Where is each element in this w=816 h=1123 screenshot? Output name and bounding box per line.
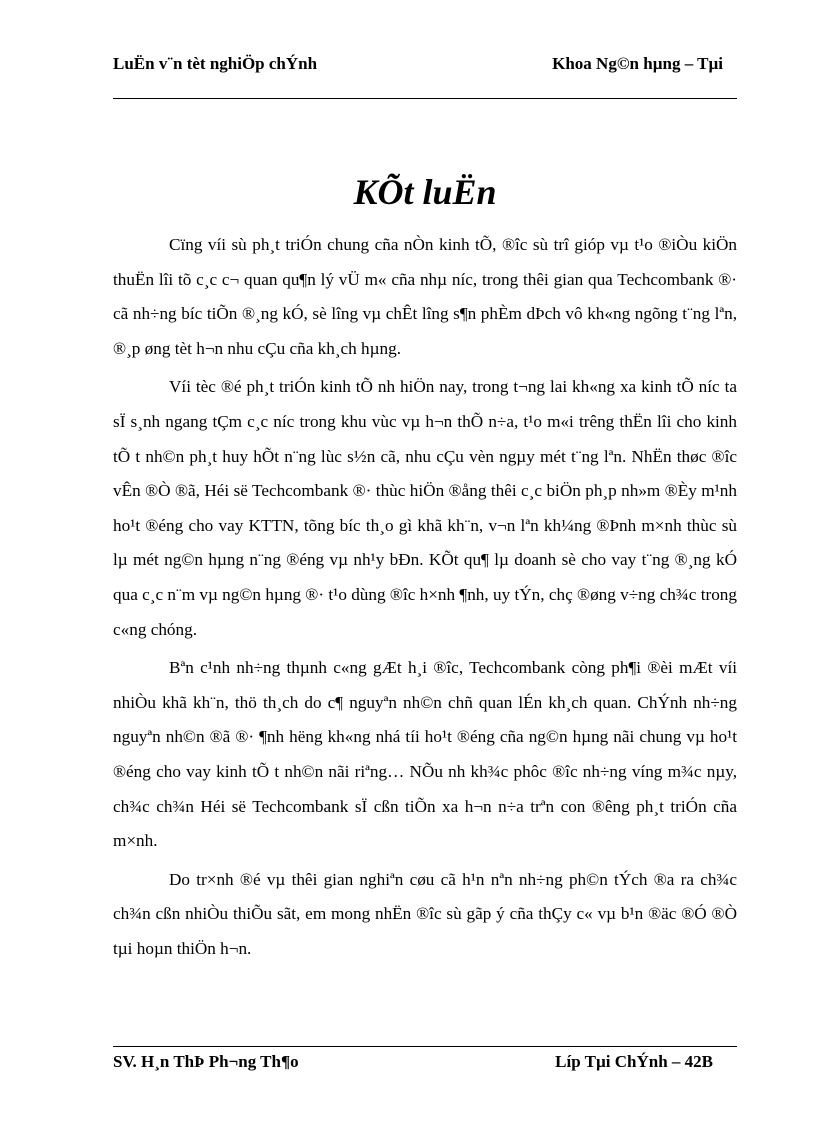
paragraph: Do tr×nh ®é vµ thêi gian nghiªn cøu cã h¹n nªn nh÷ng ph©n tÝch ®a ra ch¾c ch¾n cßn nhiÒu thiÕu sãt, em mong nhËn ®îc sù gãp ý cña thÇy c« vµ b¹n ®äc ®Ó ®Ò tµi hoµn thiÖn h¬n. (113, 869, 737, 958)
header-divider (113, 98, 737, 99)
paragraph: Bªn c¹nh nh÷ng thµnh c«ng gÆt h¸i ®îc, Techcombank còng ph¶i ®èi mÆt víi nhiÒu khã kh¨n, thö th¸ch do c¶ nguyªn nh©n chñ quan lÉn kh¸ch quan. ChÝnh nh÷ng nguyªn nh©n ®ã ®· ¶nh hëng kh«ng nhá tíi ho¹t ®éng cña ng©n hµng nãi chung vµ ho¹t ®éng cho vay kinh tÕ t nh©n nãi riªng… NÕu nh kh¾c phôc ®îc nh÷ng víng m¾c nµy, ch¾c ch¾n Héi së Techcombank sÏ cßn tiÕn xa h¬n n÷a trªn con ®êng ph¸t triÓn cña m×nh. (113, 658, 737, 851)
header-right-text: Khoa Ng©n hµng – Tµi (552, 54, 723, 73)
footer-author: SV. H¸n ThÞ Ph¬ng Th¶o (113, 1052, 299, 1071)
footer-divider (113, 1046, 737, 1047)
body-text (113, 228, 737, 970)
footer-class: Líp Tµi ChÝnh – 42B (555, 1052, 713, 1071)
page-title: KÕt luËn (353, 172, 497, 212)
header-left-text: LuËn v¨n tèt nghiÖp chÝnh (113, 54, 318, 73)
paragraph: Cïng víi sù ph¸t triÓn chung cña nÒn kinh tÕ, ®îc sù trî gióp vµ t¹o ®iÒu kiÖn thuËn lîi tõ c¸c c¬ quan qu¶n lý vÜ m« cña nhµ níc, trong thêi gian qua Techcombank ®· cã nh÷ng bíc tiÕn ®¸ng kÓ, sè lîng vµ chÊt lîng s¶n phÈm dÞch vô kh«ng ngõng t¨ng lªn, ®¸p øng tèt h¬n nhu cÇu cña kh¸ch hµng. (113, 235, 737, 358)
paragraph: Víi tèc ®é ph¸t triÓn kinh tÕ nh hiÖn nay, trong t¬ng lai kh«ng xa kinh tÕ níc ta sÏ s¸nh ngang tÇm c¸c níc trong khu vùc vµ h¬n thÕ n÷a, t¹o m«i trêng thËn lîi cho kinh tÕ t nh©n ph¸t huy hÕt n¨ng lùc s½n cã, nhu cÇu vèn ngµy mét t¨ng lªn. NhËn thøc ®îc vÊn ®Ò ®ã, Héi së Techcombank ®· thùc hiÖn ®ång thêi c¸c biÖn ph¸p nh»m ®Èy m¹nh ho¹t ®éng cho vay KTTN, tõng bíc th¸o gì khã kh¨n, v¬n lªn kh¼ng ®Þnh m×nh thùc sù lµ mét ng©n hµng n¨ng ®éng vµ nh¹y bÐn. KÕt qu¶ lµ doanh sè cho vay t¨ng ®¸ng kÓ qua c¸c n¨m vµ ng©n hµng ®· t¹o dùng ®îc h×nh ¶nh, uy tÝn, chç ®øng v÷ng ch¾c trong c«ng chóng. (113, 377, 737, 639)
